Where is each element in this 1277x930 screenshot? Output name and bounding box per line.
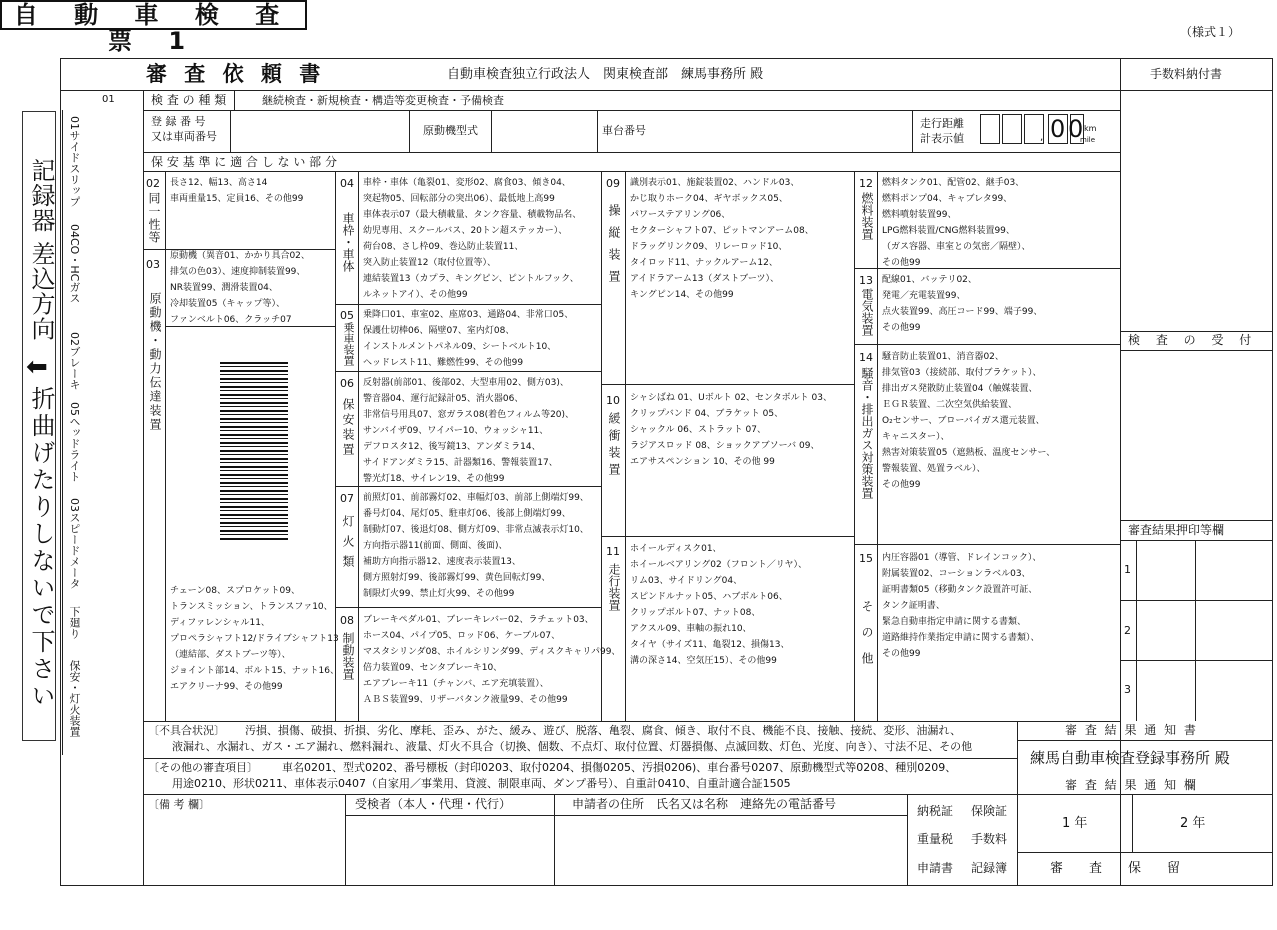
section-09-items: 識別表示01、施錠装置02、ハンドル03、 かじ取りホーク04、ギヤボックス05、 パワーステアリング06、 セクターシャフト07、ピットマンアーム08、 ドラッグリンク09、リレーロッド10、 タイロッド11、ナックルアーム12、 アイドラアーム13（ダストブーツ）、 キングピン14、その他99 xyxy=(630,178,814,300)
section-03-items: 原動機（異音01、かかり具合02、 排気の色03）、速度抑制装置99、 NR装置99、潤滑装置04、 冷却装置05（キャップ等）、 ファンベルト06、クラッチ07 xyxy=(170,251,310,325)
section-04-items: 車枠・車体（亀裂01、変形02、腐食03、傾き04、 突起物05、回転部分の突出06）、最低地上高99 車体表示07（最大積載量、タンク容量、積載物品名、 幼児専用、スクールバス、20トン超ステッカー）、 荷台08、さし枠09、巻込防止装置11、 突入防止装置12（取付位置等）、 連結装置13（カプラ、キングピン、ピントルフック、 ルネットアイ）、その他99 xyxy=(363,178,582,300)
section-08-items: ブレーキペダル01、ブレーキレバー02、ラチェット03、 ホース04、パイプ05、ロッド06、ケーブル07、 マスタシリンダ08、ホイルシリンダ99、ディスクキャリパ99、 倍力装置09、センタブレーキ10、 エアブレーキ11（チャンバ、エア充填装置）、 ＡＢＳ装置99、リザーバタンク液量99、その他99 xyxy=(363,615,621,705)
form-title: 自 動 車 検 査 票 1 xyxy=(0,0,307,30)
left-item-label: ブレーキ xyxy=(68,346,81,390)
odometer-separator: , xyxy=(1040,132,1044,143)
left-item-label: CO・HCガス xyxy=(68,238,81,304)
remarks-label: 〔備 考 欄〕 xyxy=(148,798,210,811)
result-row-1: 1 xyxy=(1124,563,1131,576)
inspection-type-label: 検 査 の 種 類 xyxy=(151,93,227,107)
odometer-digit: 0 xyxy=(1050,115,1066,143)
section-08-name: 制動装置 xyxy=(341,632,355,680)
section-03-number: 03 xyxy=(146,258,160,271)
left-item-7 xyxy=(66,660,82,737)
section-04-name: 車枠・車体 xyxy=(341,212,355,272)
record-book-label: 記録簿 xyxy=(971,861,1008,875)
recorder-note: 記録器 差込方向 xyxy=(27,158,55,342)
section-15-items: 内圧容器01（導管、ドレインコック）、 附属装置02、コーションラベル03、 証明書類05（移動タンク設置許可証、 タンク証明書、 緊急自動車指定申請に関する書類、 道路維持作業指定申請に関する書類）、 その他99 xyxy=(882,553,1042,659)
section-03-items-continued: チェーン08、スプロケット09、 トランスミッション、トランスファ10、 ディファレンシャル11、 プロペラシャフト12/ドライブシャフト13 （連結部、ダストブーツ等）、 ジョイント部14、ボルト15、ナット16、 エアクリーナ99、その他99 xyxy=(170,586,339,692)
applicant-address-label: 申請者の住所 氏名又は名称 連絡先の電話番号 xyxy=(572,797,837,811)
reception-label: 検 査 の 受 付 xyxy=(1128,333,1258,347)
applicant-type-label: 受検者（本人・代理・代行） xyxy=(355,797,512,811)
left-item-6 xyxy=(66,606,82,639)
row-number: 01 xyxy=(102,94,115,105)
application-label: 申請書 xyxy=(917,861,954,875)
defect-text-2: 液漏れ、水漏れ、ガス・エア漏れ、燃料漏れ、液量、灯火不具合（切換、個数、不点灯、取付位置、灯器損傷、点滅回数、灯色、光度、向き）、寸法不足、その他 xyxy=(172,740,973,753)
odometer-digit: 0 xyxy=(1068,115,1084,143)
section-10-name: 緩衝装置 xyxy=(607,412,621,480)
unit-km: km xyxy=(1084,124,1097,133)
section-05-number: 05 xyxy=(340,309,354,322)
left-item-number: 05 xyxy=(68,402,81,416)
weight-tax-label: 重量税 xyxy=(917,832,954,846)
section-11-number: 11 xyxy=(606,545,620,558)
unit-mile: mile xyxy=(1080,136,1096,144)
section-10-items: シャシばね 01、Uボルト 02、センタボルト 03、 クリップバンド 04、ブラケット 05、 シャックル 06、ストラット 07、 ラジアスロッド 08、ショックアブソーバ 09、 エアサスペンション 10、その他 99 xyxy=(630,393,832,467)
section-06-number: 06 xyxy=(340,377,354,390)
left-item-label: サイドスリップ xyxy=(68,130,81,207)
section-15-name: その他 xyxy=(860,600,874,678)
left-item-4 xyxy=(66,402,82,482)
other-items-text-2: 用途0210、形状0211、車体表示0407（自家用／事業用、貸渡、制限車両、ダンプ番号）、自重計0410、自重計適合証1505 xyxy=(172,777,791,790)
result-row-2: 2 xyxy=(1124,624,1131,637)
left-item-2 xyxy=(66,224,82,303)
notice-year-1: 1 年 xyxy=(1062,816,1088,831)
notice-year-2: 2 年 xyxy=(1180,816,1206,831)
section-13-number: 13 xyxy=(859,274,873,287)
section-07-name: 灯火類 xyxy=(341,515,355,575)
odometer-label: 走行距離 計表示値 xyxy=(920,117,964,145)
other-items-label: 〔その他の審査項目〕 xyxy=(148,761,258,774)
section-12-number: 12 xyxy=(859,177,873,190)
section-10-number: 10 xyxy=(606,394,620,407)
barcode xyxy=(220,362,288,542)
left-item-label: ヘッドライト xyxy=(68,416,81,482)
left-item-label: 下廻り xyxy=(68,606,81,639)
tax-cert-label: 納税証 xyxy=(917,804,954,818)
left-item-3 xyxy=(66,332,82,390)
section-14-name: 騒音・排出ガス対策装置 xyxy=(860,367,874,499)
addressee: 自動車検査独立行政法人 関東検査部 練馬事務所 殿 xyxy=(447,67,764,82)
form-number: （様式１） xyxy=(1180,25,1241,39)
section-11-items: ホイールディスク01、 ホイールベアリング02（フロント／リヤ）、 リム03、サイドリング04、 スピンドルナット05、ハブボルト06、 クリップボルト07、ナット08、 アクスル09、車軸の振れ10、 タイヤ（サイズ11、亀裂12、損傷13、 溝の深さ14、空気圧15）、その他99 xyxy=(630,544,808,666)
odometer-display[interactable] xyxy=(980,114,1098,144)
registration-number-label: 登 録 番 号 又は車両番号 xyxy=(151,115,217,143)
insert-direction-arrow-icon: ⬅ xyxy=(26,352,48,382)
result-row-3: 3 xyxy=(1124,683,1131,696)
result-stamp-label: 審査結果押印等欄 xyxy=(1128,523,1225,537)
left-item-number: 02 xyxy=(68,332,81,346)
section-09-number: 09 xyxy=(606,177,620,190)
insurance-cert-label: 保険証 xyxy=(971,804,1008,818)
section-04-number: 04 xyxy=(340,177,354,190)
section-09-name: 操縦装置 xyxy=(607,204,621,292)
section-02-name: 同一性等 xyxy=(147,192,161,244)
inspection-hold: 審 査 保 留 xyxy=(1050,861,1181,876)
other-items-text-1: 車名0201、型式0202、番号標板（封印0203、取付0204、損傷0205、汚損0206)、車台番号0207、原動機型式等0208、種別0209、 xyxy=(282,761,957,774)
section-08-number: 08 xyxy=(340,614,354,627)
section-07-number: 07 xyxy=(340,492,354,505)
section-14-items: 騒音防止装置01、消音器02、 排気管03（接続部、取付ブラケット）、 排出ガス発散防止装置04（触媒装置、 ＥＧＲ装置、二次空気供給装置、 O₂センサー、ブローバイガス還元装置、 キャニスター）、 熱害対策装置05（遮熱板、温度センサー、 警報装置、処置ラベル）、 その他99 xyxy=(882,352,1056,490)
notice-addressee: 練馬自動車検査登録事務所 殿 xyxy=(1030,749,1230,767)
left-item-label: 保安・灯火装置 xyxy=(68,660,81,737)
section-13-items: 配線01、バッテリ02、 発電／充電装置99、 点火装置99、高圧コード99、端子99、 その他99 xyxy=(882,275,1043,333)
defect-label: 〔不具合状況〕 xyxy=(148,724,225,737)
section-06-name: 保安装置 xyxy=(341,398,355,458)
section-15-number: 15 xyxy=(859,552,873,565)
left-item-number: 04 xyxy=(68,224,81,238)
left-item-1 xyxy=(66,116,82,207)
section-07-items: 前照灯01、前部霧灯02、車幅灯03、前部上側端灯99、 番号灯04、尾灯05、駐車灯06、後部上側端灯99、 制動灯07、後退灯08、側方灯09、非常点滅表示灯10、 方向指示器11(前面、側面、後面)、 補助方向指示器12、速度表示装置13、 側方照射灯99、後部霧灯99、黄色回転灯99、 制限灯火99、禁止灯火99、その他99 xyxy=(363,493,589,599)
notice-title: 審 査 結 果 通 知 書 xyxy=(1065,723,1198,737)
request-heading: 審 査 依 頼 書 xyxy=(146,62,326,86)
section-13-name: 電気装置 xyxy=(860,288,874,336)
notice-field-label: 審 査 結 果 通 知 欄 xyxy=(1065,778,1198,792)
fee-stamp-label: 手数料納付書 xyxy=(1150,67,1223,81)
fold-warning: 折曲げたりしないで下さい xyxy=(27,386,55,710)
section-14-number: 14 xyxy=(859,351,873,364)
nonconform-heading: 保 安 基 準 に 適 合 し な い 部 分 xyxy=(151,155,337,169)
left-item-label: スピードメータ xyxy=(68,512,81,589)
section-12-name: 燃料装置 xyxy=(860,192,874,240)
section-11-name: 走行装置 xyxy=(607,563,621,611)
inspection-type-value[interactable]: 継続検査・新規検査・構造等変更検査・予備検査 xyxy=(262,94,504,107)
left-item-number: 03 xyxy=(68,498,81,512)
defect-text-1: 汚損、損傷、破損、折損、劣化、摩耗、歪み、がた、緩み、遊び、脱落、亀裂、腐食、傾き、取付不良、機能不良、接触、接続、変形、油漏れ、 xyxy=(245,724,962,737)
left-item-number: 01 xyxy=(68,116,81,130)
chassis-number-label: 車台番号 xyxy=(602,124,646,137)
left-item-5 xyxy=(66,498,82,589)
fee-label: 手数料 xyxy=(971,832,1008,846)
section-02-number: 02 xyxy=(146,177,160,190)
section-02-items: 長さ12、幅13、高さ14 車両重量15、定員16、その他99 xyxy=(170,178,304,204)
section-12-items: 燃料タンク01、配管02、継手03、 燃料ポンプ04、キャブレタ99、 燃料噴射装置99、 LPG燃料装置/CNG燃料装置99、 （ガス容器、車室との気密／隔壁）、 その他99 xyxy=(882,178,1031,268)
section-05-items: 乗降口01、車室02、座席03、通路04、非常口05、 保護仕切棒06、隔壁07、室内灯08、 インストルメントパネル09、シートベルト10、 ヘッドレスト11、難燃性99、その他99 xyxy=(363,310,574,368)
section-05-name: 乗車装置 xyxy=(342,322,355,366)
section-06-items: 反射器(前部01、後部02、大型車用02、側方03)、 警音器04、運行記録計05、消火器06、 非常信号用具07、窓ガラス08(着色フィルム等20)、 サンバイザ09、ワイパー10、ウォッシャ11、 デフロスタ12、後写鏡13、アンダミラ14、 サイドアンダミラ15、計器類16、警報装置17、 警光灯18、サイレン19、その他99 xyxy=(363,378,575,484)
section-03-name: 原動機・動力伝達装置 xyxy=(148,292,162,432)
engine-model-label: 原動機型式 xyxy=(423,124,478,137)
